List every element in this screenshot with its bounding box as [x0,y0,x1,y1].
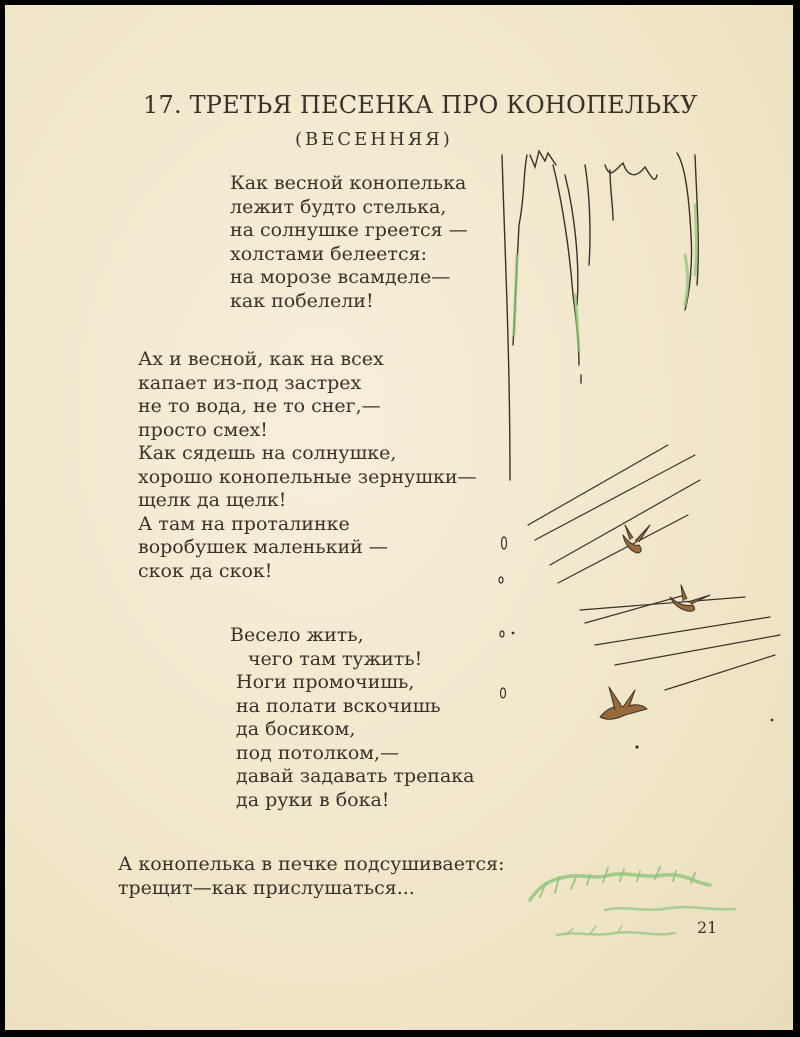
drop-marks [499,537,773,748]
poem-line: Ноги промочишь, [236,671,415,693]
stanza-2 [138,348,477,583]
poem-line: воробушек маленький — [138,536,388,558]
poem-line: А конопелька в печке подсушивается: [118,853,505,875]
icicles-illustration [502,151,698,480]
poem-line: как побелели! [230,289,374,312]
poem-line: хорошо конопельные зернушки— [138,465,477,488]
poem-line: да босиком, [236,718,356,740]
sparrow-3 [600,687,647,719]
poem-line: Как весной конопелька [230,172,467,194]
poem-line: чего там тужить! [248,647,423,670]
poem-title: 17. ТРЕТЬЯ ПЕСЕНКА ПРО КОНОПЕЛЬКУ [143,91,698,119]
poem-line: капает из-под застрех [138,371,362,394]
poem-line: под потолком,— [236,741,400,764]
poem-line: трещит—как прислушаться... [118,876,415,899]
poem-line: А там на проталинке [138,512,350,535]
poem-line: лежит будто стелька, [230,195,447,218]
poem-line: скок да скок! [138,559,273,582]
icicles-green-tint [514,205,697,350]
book-page [5,5,793,1030]
stanza-1 [230,172,468,313]
poem-line: щелк да щелк! [138,489,287,511]
poem-line: Как сядешь на солнушке, [138,442,397,464]
poem-line: Весело жить, [230,624,364,646]
poem-line: да руки в бока! [236,788,390,811]
poem-line: на морозе всамделе— [230,266,451,288]
poem-line: не то вода, не то снег,— [138,395,381,417]
poem-line: просто смех! [138,418,268,441]
poem-subtitle: (ВЕСЕННЯЯ) [295,129,453,150]
poem-line: Ах и весной, как на всех [138,348,384,370]
poem-line: на полати вскочишь [236,694,441,717]
poem-line: холстами белеется: [230,242,427,265]
stanza-4 [118,853,505,900]
page-number: 21 [697,918,718,937]
poem-line: давай задавать трепака [236,765,475,787]
stanza-3 [230,624,475,812]
poem-line: на солнушке греется — [230,219,468,241]
sunbeam-strokes [528,445,780,690]
sparrow-1 [623,525,650,553]
sparrows-illustration [600,525,710,719]
